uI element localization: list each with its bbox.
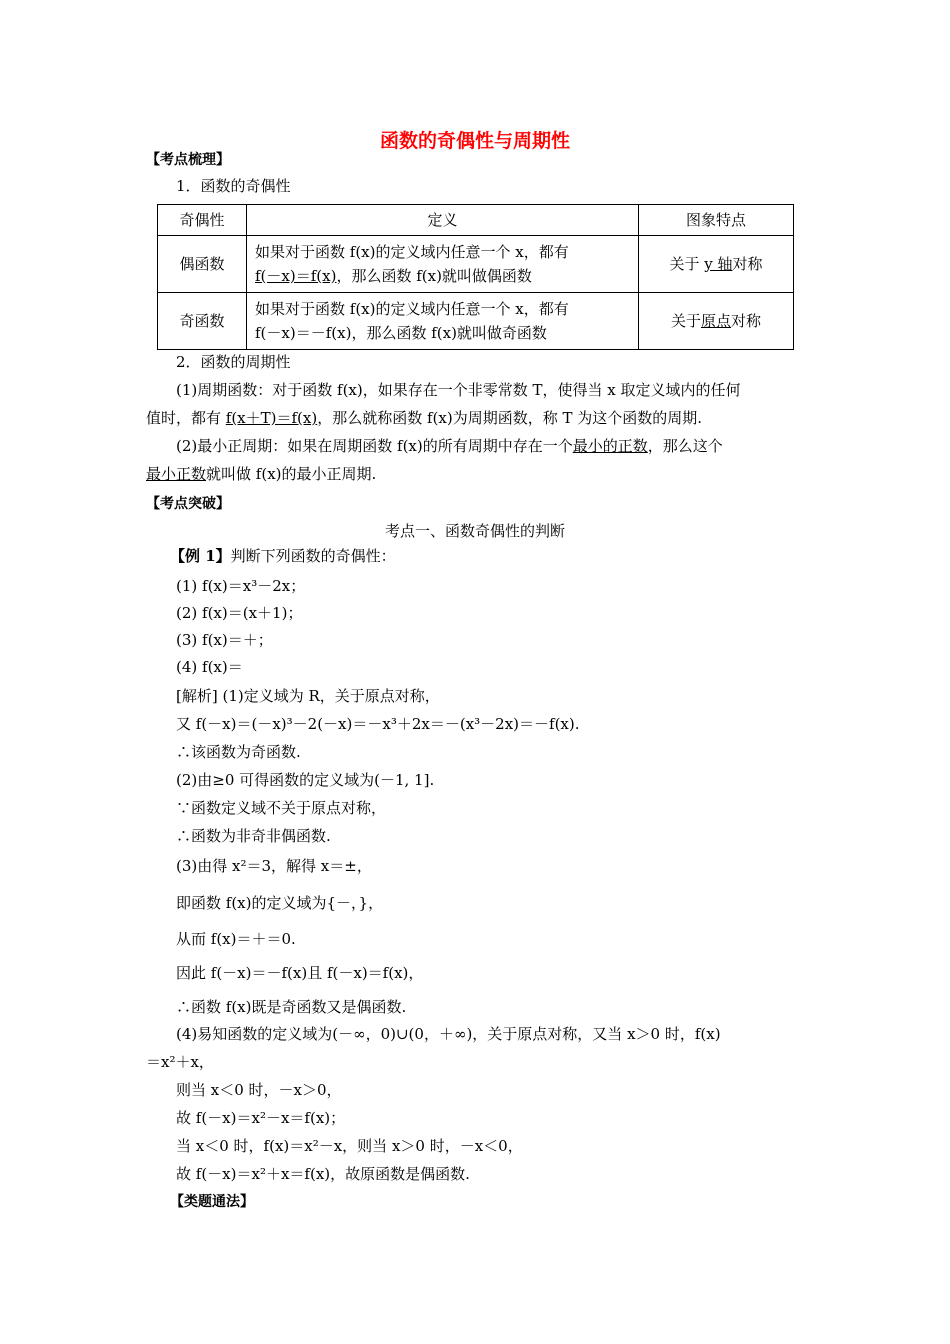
min-period-key: 最小的正数 [572,437,648,455]
definition-line: 如果对于函数 f(x)的定义域内任意一个 x，都有 [255,300,569,318]
min-period-line2 [146,464,376,484]
solution-line: [解析] (1)定义域为 R，关于原点对称， [176,687,440,705]
periodic-definition-line1: (1)周期函数：对于函数 f(x)，如果存在一个非零常数 T，使得当 x 取定义域内的任何 [176,381,741,399]
item-heading-periodicity: 2．函数的周期性 [176,353,291,371]
example-label: 【例 1】 [170,547,231,565]
table-header-cell: 奇偶性 [158,205,247,236]
table-row [158,293,794,350]
solution-line: (4)易知函数的定义域为(－∞，0)∪(0，＋∞)，关于原点对称，又当 x＞0 时，f(x) [176,1025,721,1043]
periodic-text: ，那么就称函数 f(x)为周期函数，称 T 为这个函数的周期. [317,409,703,427]
periodic-equation: f(x＋T)＝f(x) [225,409,318,427]
table-row [158,236,794,293]
solution-line: 又 f(－x)＝(－x)³－2(－x)＝－x³＋2x＝－(x³－2x)＝－f(x). [176,715,580,733]
definition-line: 如果对于函数 f(x)的定义域内任意一个 x，都有 [255,243,569,261]
min-period-text: (2)最小正周期：如果在周期函数 f(x)的所有周期中存在一个 [176,437,573,455]
definition-condition: f(－x)＝f(x) [255,267,337,285]
solution-line: ∴该函数为奇函数. [176,743,301,761]
solution-line: 从而 f(x)＝＋＝0. [176,930,296,948]
feature-post: 对称 [731,312,762,330]
example-prompt [170,546,396,566]
table-header-row [158,205,794,236]
solution-line: ∴函数为非奇非偶函数. [176,827,331,845]
min-period-text: ，那么这个 [647,437,723,455]
table-cell-name: 奇函数 [158,293,247,350]
solution-line: 即函数 f(x)的定义域为{－，}， [176,894,384,912]
solution-line: (2)由≥0 可得函数的定义域为(－1, 1]. [176,771,435,789]
problem-item: (2) f(x)＝(x＋1)； [176,604,303,622]
table-cell-name: 偶函数 [158,236,247,293]
solution-line: 当 x＜0 时，f(x)＝x²－x，则当 x＞0 时，－x＜0， [176,1137,523,1155]
document-title: 函数的奇偶性与周期性 [379,130,570,152]
solution-line: 则当 x＜0 时，－x＞0， [176,1081,342,1099]
periodic-text: 值时，都有 [146,409,226,427]
table-cell-feature [639,293,794,350]
table-header-cell: 定义 [247,205,639,236]
example-text: 判断下列函数的奇偶性： [230,547,396,565]
solution-line: ∵函数定义域不关于原点对称， [176,799,387,817]
min-period-key: 最小正数 [146,465,207,483]
solution-line: ∴函数 f(x)既是奇函数又是偶函数. [176,998,407,1016]
min-period-text: 就叫做 f(x)的最小正周期. [206,465,377,483]
table-header-cell: 图象特点 [639,205,794,236]
problem-item: (4) f(x)＝ [176,658,243,676]
periodic-definition-line2 [146,408,702,428]
feature-post: 对称 [732,255,763,273]
section-header-method: 【类题通法】 [170,1194,254,1210]
section-header-review: 【考点梳理】 [146,152,230,168]
solution-line: (3)由得 x²＝3，解得 x＝±， [176,857,372,875]
section-header-breakthrough: 【考点突破】 [146,496,230,512]
definition-condition: f(－x)＝－f(x) [255,324,352,342]
table-cell-definition [247,236,639,293]
feature-key: 原点 [700,312,731,330]
solution-line: 故 f(－x)＝x²－x＝f(x)； [176,1109,346,1127]
parity-definition-table [157,204,794,350]
section-subtitle: 考点一、函数奇偶性的判断 [384,522,565,540]
min-period-line1 [176,436,723,456]
feature-pre: 关于 [669,255,705,273]
problem-item: (3) f(x)＝＋； [176,631,273,649]
table-cell-definition [247,293,639,350]
table-cell-feature [639,236,794,293]
solution-line: 因此 f(－x)＝－f(x)且 f(－x)＝f(x)， [176,964,424,982]
definition-rest: ，那么函数 f(x)就叫做奇函数 [351,324,547,342]
item-heading-parity: 1．函数的奇偶性 [176,177,291,195]
definition-rest: ，那么函数 f(x)就叫做偶函数 [336,267,532,285]
solution-line: 故 f(－x)＝x²＋x＝f(x)，故原函数是偶函数. [176,1165,470,1183]
feature-pre: 关于 [670,312,701,330]
solution-line: ＝x²＋x， [146,1053,214,1071]
feature-key: y 轴 [704,255,733,273]
problem-item: (1) f(x)＝x³－2x； [176,577,306,595]
